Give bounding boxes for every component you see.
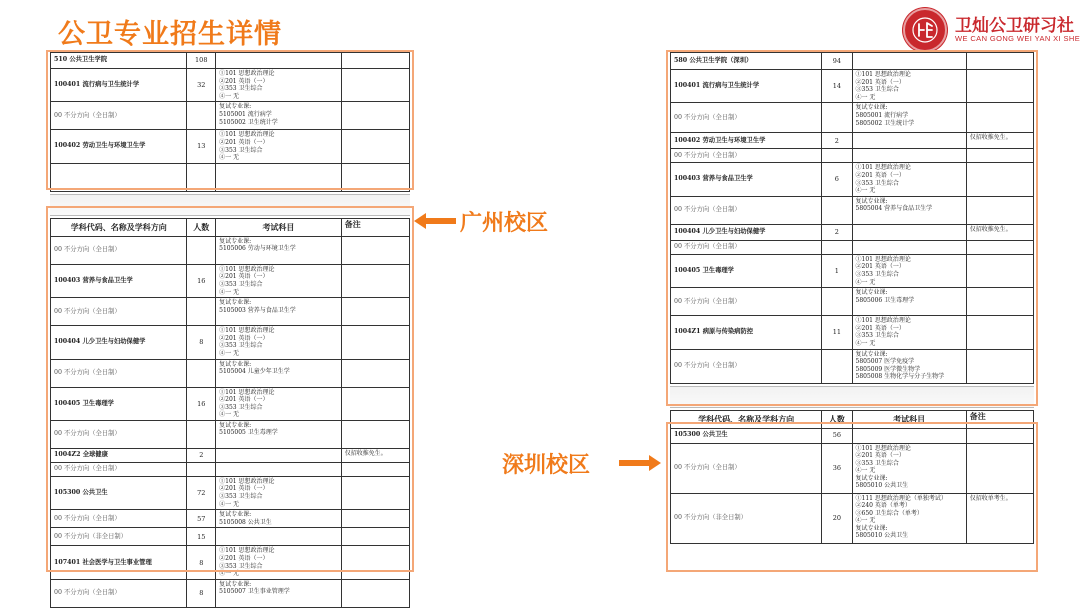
exam-subjects-cell: 复试专业课: 5805006 卫生毒理学 [852,288,966,316]
table-header-row [671,410,1034,428]
note-cell [341,298,409,326]
page-break [670,386,1034,408]
table-row [51,130,410,163]
note-cell [341,510,409,528]
count-cell: 13 [187,130,216,163]
note-cell: 仅招收单考生。 [966,493,1033,543]
note-cell [341,387,409,420]
table-row [671,443,1034,493]
program-name-cell: 1004Z1 病原与传染病防控 [671,316,822,349]
count-cell: 2 [822,133,852,149]
note-cell [341,326,409,359]
table-row [51,546,410,579]
header-exam: 考试科目 [216,218,342,236]
program-name-cell: 00 不分方向（全日制） [671,288,822,316]
note-cell [341,264,409,297]
program-name-cell: 100405 卫生毒理学 [671,254,822,287]
program-name-cell: 00 不分方向（非全日制） [51,528,187,546]
table-row [51,326,410,359]
program-name-cell: 510 公共卫生学院 [51,53,187,69]
header-count: 人数 [822,410,852,428]
count-cell [822,103,852,133]
table-row [671,163,1034,196]
exam-subjects-cell: 复试专业课: 5105004 儿童少年卫生学 [216,359,342,387]
program-name-cell: 00 不分方向（全日制） [51,462,187,476]
shenzhen-admission-table [668,52,1036,570]
table-row [671,224,1034,240]
exam-subjects-cell [852,53,966,70]
note-cell [341,476,409,509]
count-cell: 94 [822,53,852,70]
program-name-cell: 105300 公共卫生 [671,428,822,443]
note-cell [341,359,409,387]
count-cell: 16 [187,264,216,297]
table-row [51,448,410,462]
exam-subjects-cell [216,528,342,546]
exam-subjects-cell: ①101 思想政治理论 ②201 英语（一） ③353 卫生综合 ④一 无 [852,70,966,103]
exam-subjects-cell [852,224,966,240]
exam-subjects-cell: ①101 思想政治理论 ②201 英语（一） ③353 卫生综合 ④一 无 [852,163,966,196]
program-name-cell: 100401 流行病与卫生统计学 [51,69,187,102]
exam-subjects-cell: 复试专业课: 5105008 公共卫生 [216,510,342,528]
brand-seal-icon [903,8,947,52]
header-program: 学科代码、名称及学科方向 [51,218,187,236]
program-name-cell: 00 不分方向（全日制） [671,196,822,224]
guangzhou-top-table [50,52,410,192]
program-name-cell: 00 不分方向（全日制） [671,149,822,163]
page-title: 公卫专业招生详情 [58,19,282,50]
table-row [51,462,410,476]
count-cell: 72 [187,476,216,509]
table-row [51,359,410,387]
count-cell: 11 [822,316,852,349]
program-name-cell: 00 不分方向（全日制） [51,298,187,326]
header-exam: 考试科目 [852,410,966,428]
program-name-cell: 107401 社会医学与卫生事业管理 [51,546,187,579]
program-name-cell: 00 不分方向（全日制） [51,510,187,528]
exam-subjects-cell: ①111 思想政治理论（单独考试） ②240 英语（单考） ③650 卫生综合（单考） ④一 无 复试专业课: 5805010 公共卫生 [852,493,966,543]
program-name-cell: 580 公共卫生学院（深圳） [671,53,822,70]
count-cell: 32 [187,69,216,102]
program-name-cell: 100405 卫生毒理学 [51,387,187,420]
table-row [51,236,410,264]
program-name-cell: 00 不分方向（非全日制） [671,493,822,543]
program-name-cell: 00 不分方向（全日制） [51,236,187,264]
table-row [671,149,1034,163]
exam-subjects-cell: 复试专业课: 5105003 营养与食品卫生学 [216,298,342,326]
table-row [671,240,1034,254]
note-cell [341,53,409,69]
program-name-cell: 00 不分方向（全日制） [671,240,822,254]
count-cell [822,349,852,383]
table-row [671,349,1034,383]
count-cell [822,149,852,163]
program-name-cell: 100403 营养与食品卫生学 [51,264,187,297]
note-cell [341,579,409,607]
note-cell [341,102,409,130]
program-name-cell [51,163,187,191]
table-row [51,298,410,326]
brand-logo [903,8,1080,52]
count-cell [187,462,216,476]
brand-subtitle: WE CAN GONG WEI YAN XI SHE [955,34,1080,43]
note-cell [966,428,1033,443]
shenzhen-main-table [670,410,1034,544]
program-name-cell: 105300 公共卫生 [51,476,187,509]
count-cell [187,298,216,326]
count-cell: 2 [822,224,852,240]
exam-subjects-cell: ①101 思想政治理论 ②201 英语（一） ③353 卫生综合 ④一 无 [216,69,342,102]
count-cell [187,420,216,448]
table-row [51,387,410,420]
arrow-left-icon [414,213,456,229]
table-row [671,254,1034,287]
count-cell: 57 [187,510,216,528]
exam-subjects-cell: 复试专业课: 5105007 卫生事业管理学 [216,579,342,607]
program-name-cell: 1004Z2 全球健康 [51,448,187,462]
exam-subjects-cell: ①101 思想政治理论 ②201 英语（一） ③353 卫生综合 ④一 无 [216,326,342,359]
program-name-cell: 00 不分方向（全日制） [51,359,187,387]
exam-subjects-cell [852,428,966,443]
count-cell: 16 [187,387,216,420]
exam-subjects-cell: ①101 思想政治理论 ②201 英语（一） ③353 卫生综合 ④一 无 [216,387,342,420]
exam-subjects-cell: 复试专业课: 5805004 营养与食品卫生学 [852,196,966,224]
note-cell [341,163,409,191]
note-cell [966,103,1033,133]
shenzhen-campus-label: 深圳校区 [502,453,591,478]
header-note: 备注 [966,410,1033,428]
exam-subjects-cell: 复试专业课: 5105005 卫生毒理学 [216,420,342,448]
program-name-cell: 00 不分方向（全日制） [671,349,822,383]
count-cell [822,288,852,316]
program-name-cell: 100404 儿少卫生与妇幼保健学 [671,224,822,240]
count-cell: 2 [187,448,216,462]
brand-name: 卫灿公卫研习社 [955,16,1074,36]
exam-subjects-cell: 复试专业课: 5805007 医学免疫学 5805009 医学微生物学 5805008 生物化学与分子生物学 [852,349,966,383]
exam-subjects-cell: ①101 思想政治理论 ②201 英语（一） ③353 卫生综合 ④一 无 [852,254,966,287]
count-cell [822,196,852,224]
program-name-cell: 00 不分方向（全日制） [671,103,822,133]
table-row [671,70,1034,103]
table-row [51,102,410,130]
exam-subjects-cell: ①101 思想政治理论 ②201 英语（一） ③353 卫生综合 ④一 无 [216,476,342,509]
note-cell: 仅招收推免生。 [341,448,409,462]
shenzhen-top-table [670,52,1034,384]
note-cell: 仅招收推免生。 [966,133,1033,149]
exam-subjects-cell [216,53,342,69]
count-cell: 8 [187,579,216,607]
program-name-cell: 00 不分方向（全日制） [671,443,822,493]
program-name-cell: 100402 劳动卫生与环境卫生学 [671,133,822,149]
table-row [51,53,410,69]
exam-subjects-cell: ①101 思想政治理论 ②201 英语（一） ③353 卫生综合 ④一 无 [216,546,342,579]
note-cell [341,130,409,163]
count-cell: 14 [822,70,852,103]
count-cell: 8 [187,326,216,359]
table-row [671,53,1034,70]
program-name-cell: 100402 劳动卫生与环境卫生学 [51,130,187,163]
table-row [51,163,410,191]
count-cell: 36 [822,443,852,493]
note-cell [966,53,1033,70]
note-cell [966,70,1033,103]
note-cell [966,349,1033,383]
table-row [51,420,410,448]
count-cell [187,236,216,264]
guangzhou-main-table [50,218,410,608]
guangzhou-admission-table [48,52,412,598]
count-cell: 56 [822,428,852,443]
program-name-cell: 100404 儿少卫生与妇幼保健学 [51,326,187,359]
program-name-cell: 00 不分方向（全日制） [51,102,187,130]
exam-subjects-cell: ①101 思想政治理论 ②201 英语（一） ③353 卫生综合 ④一 无 [216,130,342,163]
note-cell [341,462,409,476]
table-row [51,579,410,607]
count-cell: 8 [187,546,216,579]
note-cell: 仅招收推免生。 [966,224,1033,240]
count-cell [187,163,216,191]
count-cell: 108 [187,53,216,69]
note-cell [341,69,409,102]
guangzhou-campus-label: 广州校区 [460,211,549,236]
table-row [671,103,1034,133]
header-count: 人数 [187,218,216,236]
note-cell [966,443,1033,493]
table-row [671,316,1034,349]
exam-subjects-cell: ①101 思想政治理论 ②201 英语（一） ③353 卫生综合 ④一 无 [216,264,342,297]
table-row [671,288,1034,316]
note-cell [966,240,1033,254]
count-cell: 6 [822,163,852,196]
table-row [51,476,410,509]
count-cell: 20 [822,493,852,543]
exam-subjects-cell [852,133,966,149]
table-row [51,528,410,546]
note-cell [341,236,409,264]
program-name-cell: 100401 流行病与卫生统计学 [671,70,822,103]
note-cell [966,316,1033,349]
count-cell [822,240,852,254]
count-cell: 1 [822,254,852,287]
table-row [671,493,1034,543]
header-note: 备注 [341,218,409,236]
note-cell [966,254,1033,287]
exam-subjects-cell: ①101 思想政治理论 ②201 英语（一） ③353 卫生综合 ④一 无 复试专业课: 5805010 公共卫生 [852,443,966,493]
program-name-cell: 00 不分方向（全日制） [51,420,187,448]
program-name-cell: 00 不分方向（全日制） [51,579,187,607]
exam-subjects-cell: ①101 思想政治理论 ②201 英语（一） ③353 卫生综合 ④一 无 [852,316,966,349]
exam-subjects-cell [852,240,966,254]
table-row [671,428,1034,443]
note-cell [341,420,409,448]
exam-subjects-cell [216,462,342,476]
page-break [50,194,410,216]
program-name-cell: 100403 营养与食品卫生学 [671,163,822,196]
count-cell [187,102,216,130]
note-cell [966,149,1033,163]
exam-subjects-cell: 复试专业课: 5105006 劳动与环境卫生学 [216,236,342,264]
exam-subjects-cell: 复试专业课: 5805001 流行病学 5805002 卫生统计学 [852,103,966,133]
exam-subjects-cell: 复试专业课: 5105001 流行病学 5105002 卫生统计学 [216,102,342,130]
exam-subjects-cell [852,149,966,163]
table-row [51,69,410,102]
header-program: 学科代码、名称及学科方向 [671,410,822,428]
table-row [671,133,1034,149]
arrow-right-icon [619,455,661,471]
note-cell [966,163,1033,196]
exam-subjects-cell [216,448,342,462]
note-cell [341,528,409,546]
table-row [51,264,410,297]
table-header-row [51,218,410,236]
count-cell [187,359,216,387]
note-cell [341,546,409,579]
note-cell [966,288,1033,316]
count-cell: 15 [187,528,216,546]
note-cell [966,196,1033,224]
exam-subjects-cell [216,163,342,191]
table-row [671,196,1034,224]
table-row [51,510,410,528]
